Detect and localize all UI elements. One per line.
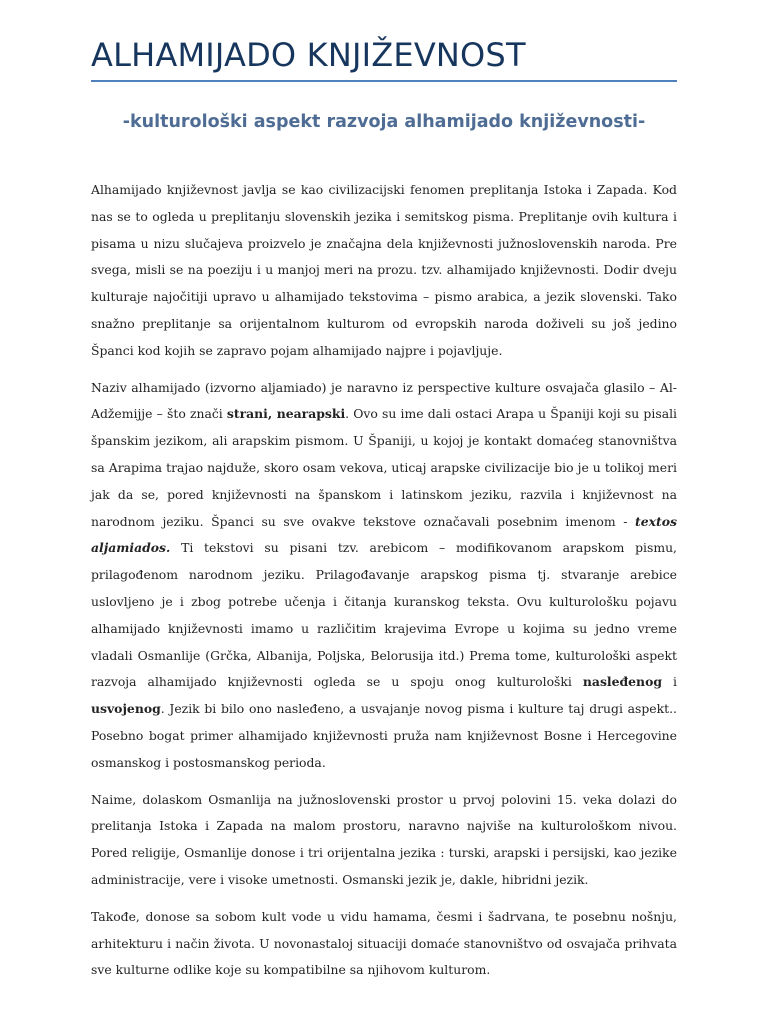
- document-body: [91, 177, 677, 984]
- paragraph-2-text-4: i: [662, 674, 677, 690]
- paragraph-2-bold-usvojenog: usvojenog: [91, 701, 161, 717]
- paragraph-2-bold-italic-textos: textos aljamiados.: [91, 513, 677, 556]
- paragraph-2-bold-strani: strani, nearapski: [226, 406, 346, 422]
- paragraph-2-text-3: Ti tekstovi su pisani tzv. arebicom – modifikovanom arapskom pismu, prilagođenom narodnom jeziku. Prilagođavanje arapskog pisma tj. stvaranje arebice uslovljeno je i zbog potrebe učenja i čitanja kuranskog teksta. Ovu kulturološku pojavu alhamijado književnosti imamo u različitim krajevima Evrope u kojima su jedno vreme vladali Osmanlije (Grčka, Albanija, Poljska, Belorusija itd.) Prema tome, kulturološki aspekt razvoja alhamijado književnosti ogleda se u spoju onog kulturološki: [91, 540, 677, 690]
- paragraph-2-bold-nasledenog: nasleđenog: [582, 674, 662, 690]
- paragraph-2-text-1: Naziv alhamijado (izvorno aljamiado) je naravno iz perspective kulture osvajača glasilo – Al-Adžemijje – što znači: [91, 379, 677, 422]
- paragraph-3: Naime, dolaskom Osmanlija na južnoslovenski prostor u prvoj polovini 15. veka dolazi do prelitanja Istoka i Zapada na malom prostoru, naravno najviše na kulturološkom nivou. Pored religije, Osmanlije donose i tri orijentalna jezika : turski, arapski i persijski, kao jezike administracije, vere i visoke umetnosti. Osmanski jezik je, dakle, hibridni jezik.: [91, 791, 677, 887]
- document-subtitle: -kulturološki aspekt razvoja alhamijado književnosti-: [122, 112, 646, 132]
- paragraph-4: Takođe, donose sa sobom kult vode u vidu hamama, česmi i šadrvana, te posebnu nošnju, arhitekturu i način života. U novonastaloj situaciji domaće stanovništvo od osvajača prihvata sve kulturne odlike koje su kompatibilne sa njihovom kulturom.: [91, 908, 677, 978]
- document-title: ALHAMIJADO KNJIŽEVNOST: [91, 34, 677, 82]
- paragraph-2: [91, 375, 677, 777]
- paragraph-2-text-2: . Ovo su ime dali ostaci Arapa u Španiji koji su pisali španskim jezikom, ali arapskim pismom. U Španiji, u kojoj je kontakt domaćeg stanovništva sa Arapima trajao najduže, skoro osam vekova, uticaj arapske civilizacije bio je u tolikoj meri jak da se, pored književnosti na španskom i latinskom jeziku, razvila i književnost na narodnom jeziku. Španci su sve ovakve tekstove označavali posebnim imenom -: [91, 406, 678, 529]
- paragraph-2-text-5: . Jezik bi bilo ono nasleđeno, a usvajanje novog pisma i kulture taj drugi aspekt.. Posebno bogat primer alhamijado književnosti pruža nam književnost Bosne i Hercegovine osmanskog i postosmanskog perioda.: [91, 701, 677, 770]
- paragraph-1: Alhamijado književnost javlja se kao civilizacijski fenomen preplitanja Istoka i Zapada. Kod nas se to ogleda u preplitanju slovenskih jezika i semitskog pisma. Preplitanje ovih kultura i pisama u nizu slučajeva proizvelo je značajna dela književnosti južnoslovenskih naroda. Pre svega, misli se na poeziju i u manjoj meri na prozu. tzv. alhamijado književnosti. Dodir dveju kulturaje najočitiji upravo u alhamijado tekstovima – pismo arabica, a jezik slovenski. Tako snažno preplitanje sa orijentalnom kulturom od evropskih naroda doživeli su još jedino Španci kod kojih se zapravo pojam alhamijado najpre i pojavljuje.: [91, 182, 677, 358]
